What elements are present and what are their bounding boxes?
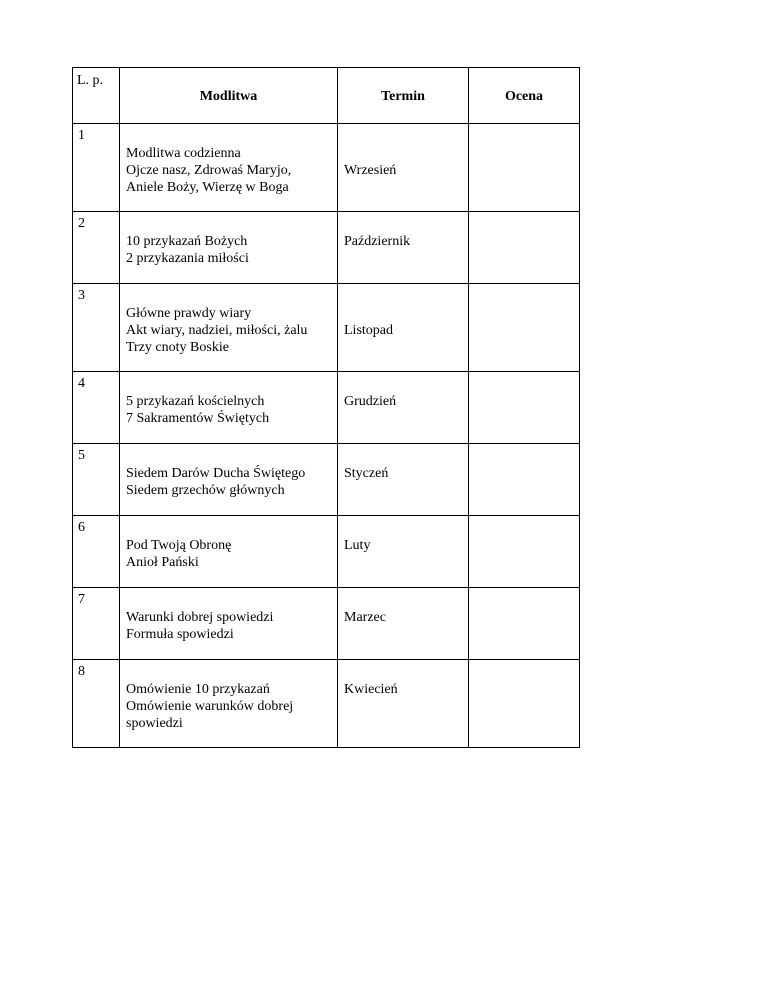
prayer-line: Omówienie 10 przykazań [126, 682, 270, 697]
prayer-cell [120, 516, 338, 588]
row-number: 6 [73, 516, 120, 588]
term-cell: Październik [338, 212, 469, 284]
prayer-line: Pod Twoją Obronę [126, 538, 232, 553]
prayer-line: Omówienie warunków dobrej spowiedzi [126, 699, 294, 731]
prayer-cell [120, 124, 338, 212]
prayer-line: Ojcze nasz, Zdrowaś Maryjo, [126, 163, 292, 178]
header-grade-label: Ocena [504, 89, 544, 104]
prayer-line: Siedem Darów Ducha Świętego [126, 466, 306, 481]
grade-cell [469, 124, 580, 212]
prayer-cell [120, 660, 338, 748]
prayer-line: Siedem grzechów głównych [126, 483, 285, 498]
prayer-cell [120, 588, 338, 660]
prayer-line: 7 Sakramentów Świętych [126, 411, 270, 426]
row-number: 4 [73, 372, 120, 444]
grade-cell [469, 516, 580, 588]
prayer-line: 2 przykazania miłości [126, 251, 249, 266]
table-row [73, 516, 580, 588]
table-row [73, 660, 580, 748]
prayer-line: Modlitwa codzienna [126, 146, 241, 161]
prayer-schedule-table [72, 67, 580, 748]
grade-cell [469, 588, 580, 660]
row-number: 2 [73, 212, 120, 284]
term-cell: Listopad [338, 284, 469, 372]
term-cell: Styczeń [338, 444, 469, 516]
header-prayer [120, 68, 338, 124]
header-lp: L. p. [73, 68, 120, 124]
header-grade [469, 68, 580, 124]
term-cell: Kwiecień [338, 660, 469, 748]
row-number: 7 [73, 588, 120, 660]
term-cell: Marzec [338, 588, 469, 660]
row-number: 1 [73, 124, 120, 212]
grade-cell [469, 212, 580, 284]
table-row [73, 284, 580, 372]
grade-cell [469, 660, 580, 748]
term-cell: Grudzień [338, 372, 469, 444]
table-row [73, 372, 580, 444]
prayer-cell [120, 212, 338, 284]
grade-cell [469, 444, 580, 516]
table-row [73, 212, 580, 284]
prayer-line: Główne prawdy wiary [126, 306, 252, 321]
prayer-line: Trzy cnoty Boskie [126, 340, 229, 355]
row-number: 8 [73, 660, 120, 748]
table-row [73, 124, 580, 212]
grade-cell [469, 372, 580, 444]
table-row [73, 444, 580, 516]
prayer-line: Akt wiary, nadziei, miłości, żalu [126, 323, 308, 338]
prayer-line: Warunki dobrej spowiedzi [126, 610, 274, 625]
prayer-cell [120, 284, 338, 372]
prayer-line: 10 przykazań Bożych [126, 234, 248, 249]
prayer-line: Anioł Pański [126, 555, 199, 570]
term-cell: Luty [338, 516, 469, 588]
header-prayer-label: Modlitwa [199, 89, 258, 104]
prayer-line: Aniele Boży, Wierzę w Boga [126, 180, 289, 195]
table-header-row [73, 68, 580, 124]
row-number: 5 [73, 444, 120, 516]
table-row [73, 588, 580, 660]
prayer-line: Formuła spowiedzi [126, 627, 234, 642]
header-term-label: Termin [381, 89, 425, 104]
grade-cell [469, 284, 580, 372]
term-cell: Wrzesień [338, 124, 469, 212]
header-term [338, 68, 469, 124]
prayer-cell [120, 444, 338, 516]
row-number: 3 [73, 284, 120, 372]
prayer-cell [120, 372, 338, 444]
prayer-line: 5 przykazań kościelnych [126, 394, 265, 409]
